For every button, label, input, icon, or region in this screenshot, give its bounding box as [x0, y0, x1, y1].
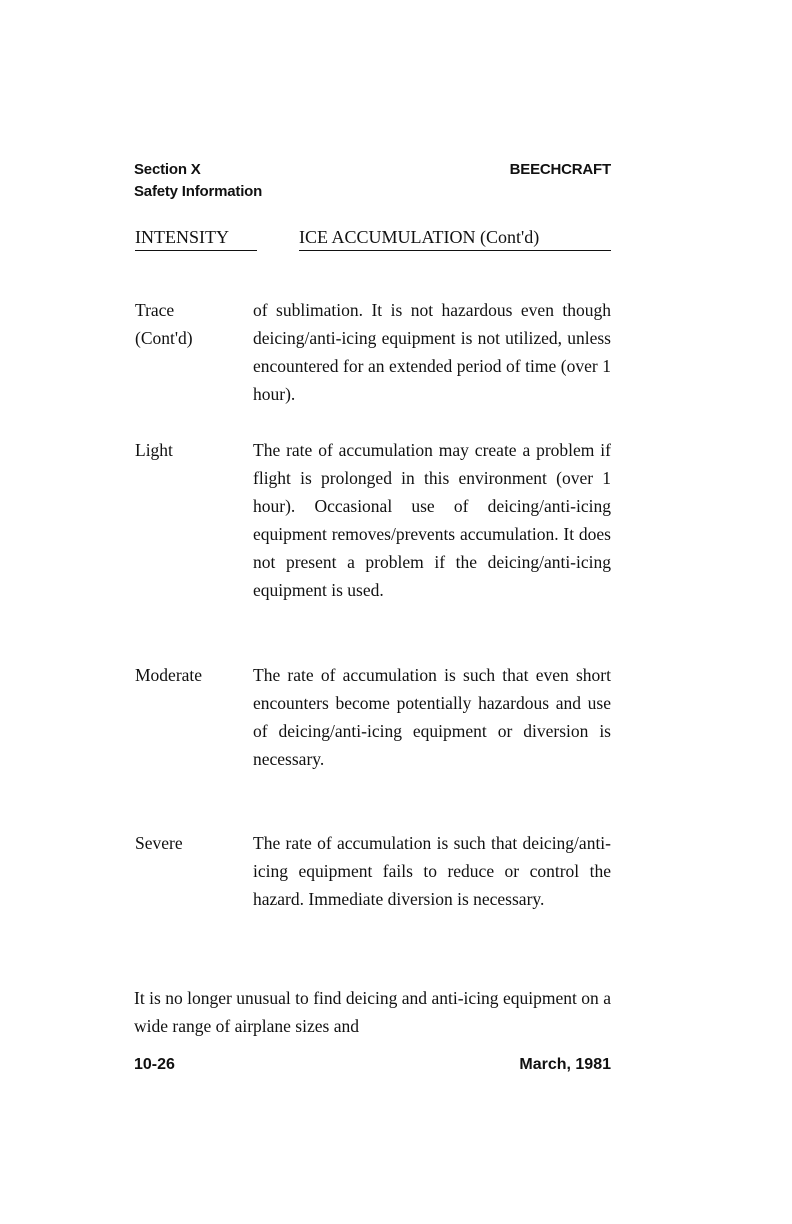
column-header-ice-accumulation: ICE ACCUMULATION (Cont'd) [299, 226, 611, 251]
page-number: 10-26 [134, 1056, 175, 1073]
accumulation-description: The rate of accumulation is such that even short encounters become potentially hazardous and use of deicing/anti-icing equipment or diversion is necessary. [253, 665, 611, 769]
section-subtitle: Safety Information [134, 183, 263, 200]
publication-date: March, 1981 [519, 1056, 611, 1073]
section-title: Section X [134, 161, 201, 178]
column-header-intensity: INTENSITY [135, 226, 257, 251]
intensity-label: Trace (Cont'd) [135, 300, 193, 348]
intensity-label: Severe [135, 833, 183, 853]
brand-name: BEECHCRAFT [509, 161, 611, 178]
accumulation-description: of sublimation. It is not hazardous even though deicing/anti-icing equipment is not utilized, unless encountered for an extended period of time (over 1 hour). [253, 300, 611, 404]
accumulation-description: The rate of accumulation is such that deicing/anti-icing equipment fails to reduce or control the hazard. Immediate diversion is necessary. [253, 833, 611, 909]
intensity-label: Moderate [135, 665, 203, 685]
accumulation-description: The rate of accumulation may create a problem if flight is prolonged in this environment (over 1 hour). Occasional use of deicing/anti-icing equipment removes/prevents accumulation. It does not present a problem if the deicing/anti-icing equipment is used. [253, 440, 611, 600]
intensity-label: Light [135, 440, 173, 460]
body-paragraph: It is no longer unusual to find deicing and anti-icing equipment on a wide range of airplane sizes and [134, 988, 611, 1036]
